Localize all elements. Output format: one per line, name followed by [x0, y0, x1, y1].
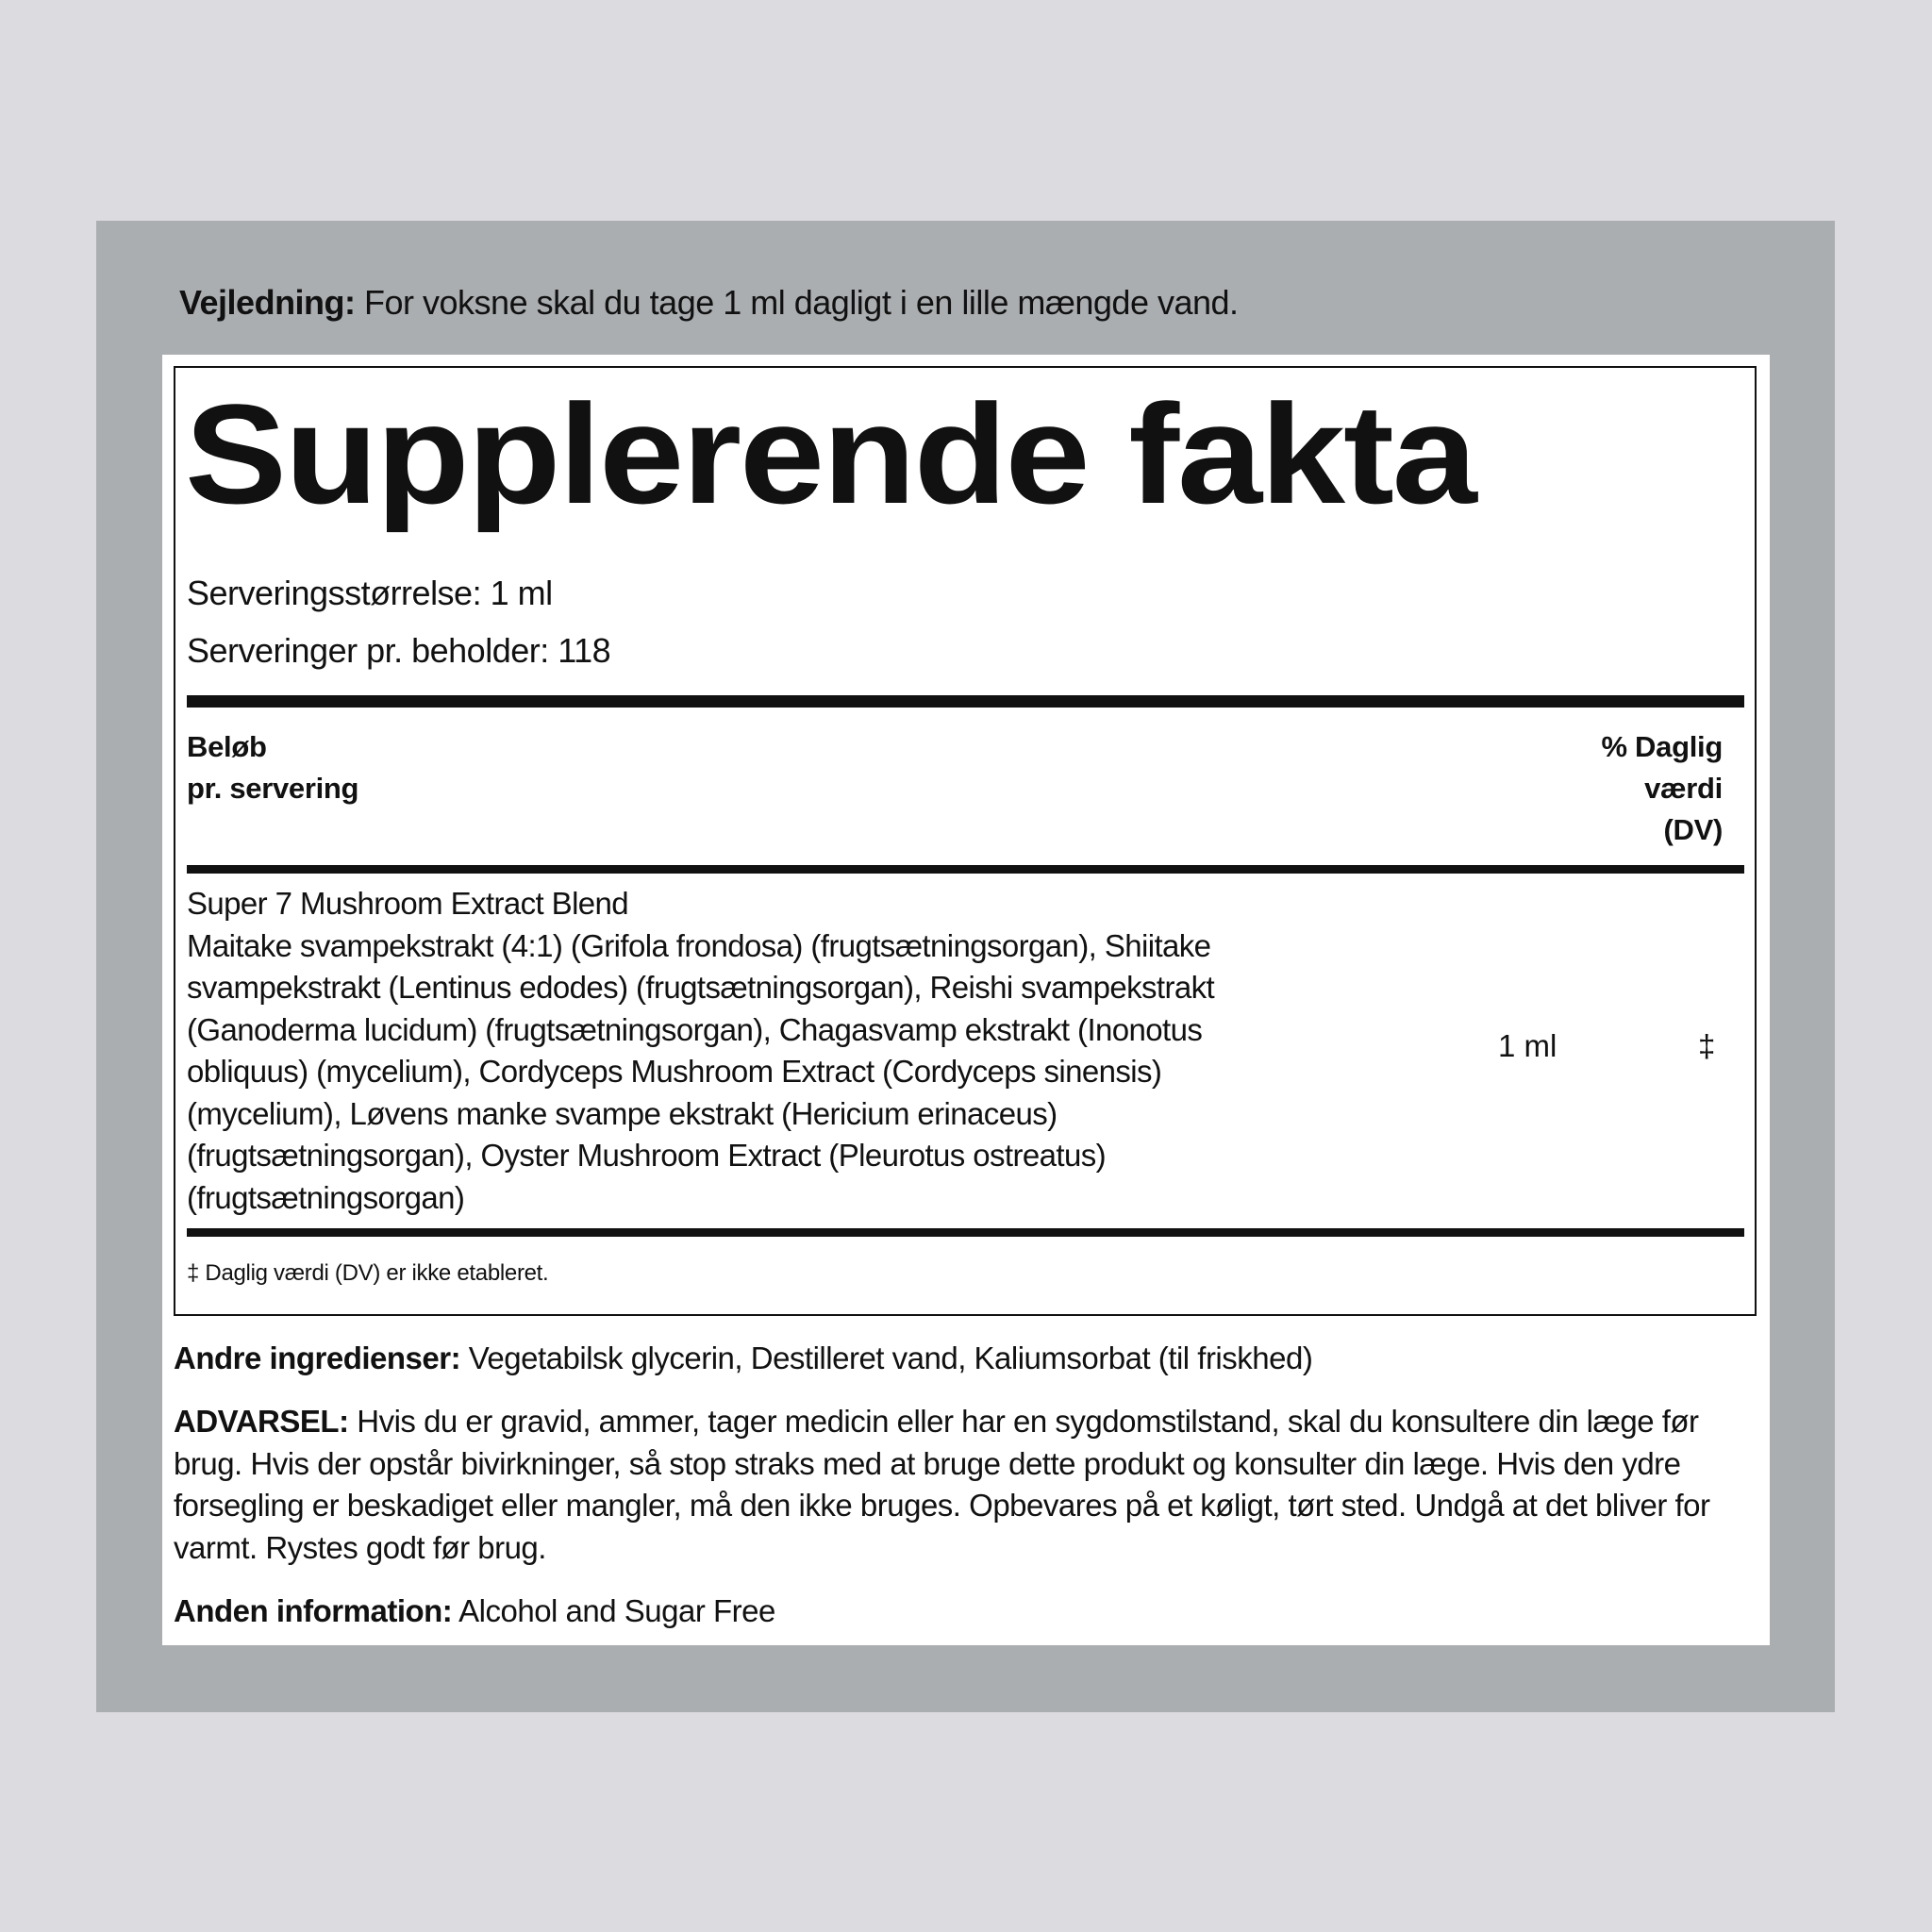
other-ingredients-label: Andre ingredienser:: [174, 1341, 461, 1375]
serving-size: Serveringsstørrelse: 1 ml: [187, 574, 553, 612]
other-ingredients: [174, 1338, 1758, 1380]
other-information-label: Anden information:: [174, 1593, 453, 1628]
blend-ingredients: Maitake svampekstrakt (4:1) (Grifola frondosa) (frugtsætningsorgan), Shiitake svampekstrakt (Lentinus edodes) (frugtsætningsorgan), Reishi svampekstrakt (Ganoderma lucidum) (frugtsætningsorgan), Chagasvamp ekstrakt (Inonotus obliquus) (mycelium), Cordyceps Mushroom Extract (Cordyceps sinensis) (mycelium), Løvens manke svampe ekstrakt (Hericium erinaceus) (frugtsætningsorgan), Oyster Mushroom Extract (Pleurotus ostreatus) (frugtsætningsorgan): [187, 927, 1215, 1215]
thick-divider-top: [187, 695, 1744, 708]
directions-text: [179, 283, 1239, 323]
dv-footnote: ‡ Daglig værdi (DV) er ikke etableret.: [187, 1260, 549, 1286]
other-information: [174, 1591, 1758, 1633]
warning-text: Hvis du er gravid, ammer, tager medicin eller har en sygdomstilstand, skal du konsultere din læge før brug. Hvis der opstår bivirkninger, så stop straks med at bruge dette produkt og konsulter din læge. Hvis den ydre forsegling er beskadiget eller mangler, må den ikke bruges. Opbevares på et køligt, tørt sted. Undgå at det bliver for varmt. Rystes godt før brug.: [174, 1404, 1710, 1565]
warning: [174, 1401, 1758, 1569]
other-ingredients-text: Vegetabilsk glycerin, Destilleret vand, Kaliumsorbat (til friskhed): [460, 1341, 1313, 1375]
dv-header-line1: % Daglig: [1601, 730, 1723, 763]
warning-label: ADVARSEL:: [174, 1404, 349, 1439]
blend-daily-value: ‡: [1698, 1028, 1716, 1063]
amount-header-line2: pr. servering: [187, 772, 359, 805]
blend-row: [187, 883, 1272, 1219]
divider-header: [187, 865, 1744, 874]
other-information-text: Alcohol and Sugar Free: [452, 1593, 775, 1628]
amount-header-line1: Beløb: [187, 730, 267, 763]
servings-per-container: Serveringer pr. beholder: 118: [187, 631, 611, 670]
blend-name: Super 7 Mushroom Extract Blend: [187, 886, 629, 921]
dv-header-line3: (DV): [1663, 813, 1723, 846]
divider-bottom: [187, 1228, 1744, 1237]
blend-amount: 1 ml: [1498, 1028, 1557, 1063]
directions-label: Vejledning:: [179, 283, 356, 322]
dv-header-line2: værdi: [1644, 772, 1723, 805]
amount-per-serving-header: [187, 726, 358, 809]
facts-title: Supplerende fakta: [185, 375, 1475, 533]
daily-value-header: [1509, 726, 1723, 851]
directions-body: For voksne skal du tage 1 ml dagligt i en lille mængde vand.: [355, 283, 1239, 322]
